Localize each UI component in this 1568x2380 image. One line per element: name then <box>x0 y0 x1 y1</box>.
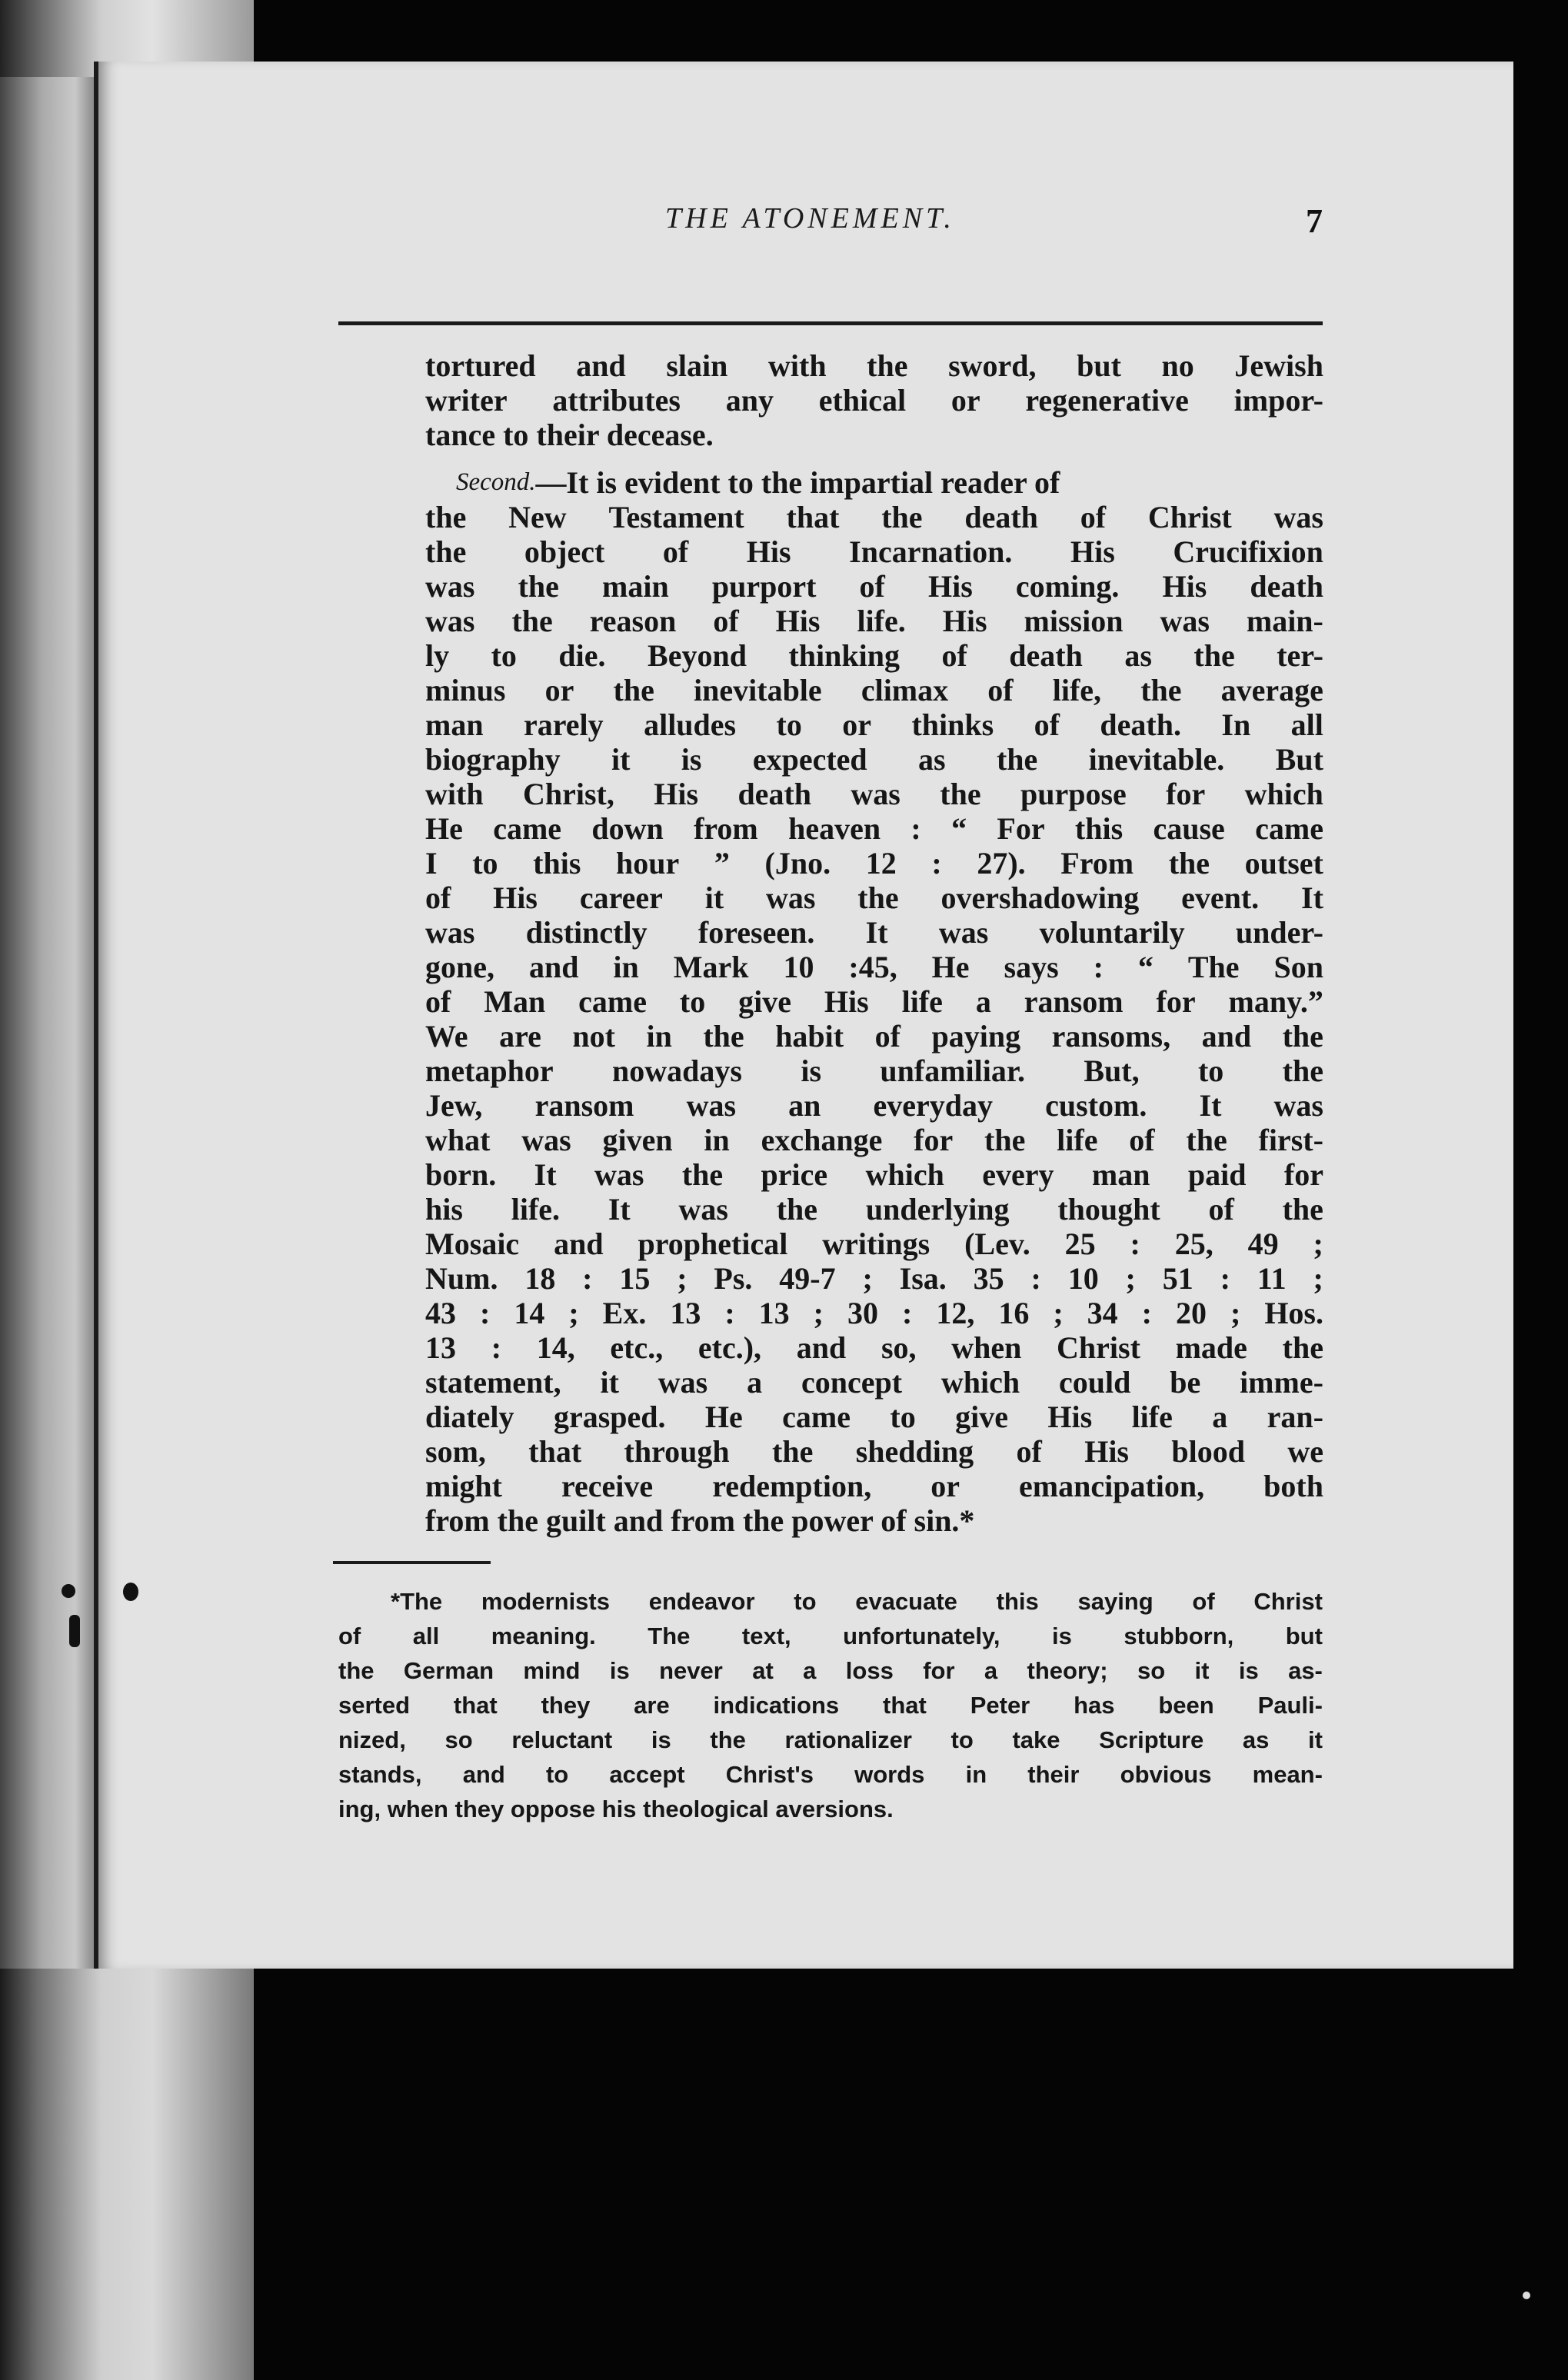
text-line: minus or the inevitable climax of life, the average <box>425 673 1323 707</box>
section-lead: Second. <box>456 468 536 496</box>
text-line: metaphor nowadays is unfamiliar. But, to the <box>425 1054 1323 1088</box>
text-line: of Man came to give His life a ransom for many.” <box>425 984 1323 1019</box>
text-line: tance to their decease. <box>425 418 714 452</box>
text-line: the object of His Incarnation. His Crucifixion <box>425 534 1323 569</box>
text-line: Num. 18 : 15 ; Ps. 49-7 ; Isa. 35 : 10 ; 51 : 11 ; <box>425 1261 1323 1296</box>
film-speck <box>69 1615 80 1647</box>
footnote-line: ing, when they oppose his theological aversions. <box>338 1796 894 1822</box>
adjacent-page-edge <box>0 77 94 1984</box>
text-line: som, that through the shedding of His blood we <box>425 1434 1323 1469</box>
text-line: statement, it was a concept which could be imme- <box>425 1365 1323 1400</box>
text-line: We are not in the habit of paying ransoms, and the <box>425 1019 1323 1054</box>
text-line: born. It was the price which every man paid for <box>425 1157 1323 1192</box>
text-line: tortured and slain with the sword, but no Jewish <box>425 348 1323 383</box>
paragraph <box>425 465 1323 1538</box>
footnote-line: nized, so reluctant is the rationalizer to take Scripture as it <box>338 1726 1323 1753</box>
text-line: Mosaic and prophetical writings (Lev. 25 : 25, 49 ; <box>425 1227 1323 1261</box>
text-line: diately grasped. He came to give His life a ran- <box>425 1400 1323 1434</box>
footnote-line: stands, and to accept Christ's words in their obvious mean- <box>338 1761 1323 1788</box>
text-line-rest: —It is evident to the impartial reader of <box>535 465 1060 500</box>
text-line: 13 : 14, etc., etc.), and so, when Christ made the <box>425 1330 1323 1365</box>
film-speck <box>1523 2292 1530 2299</box>
footnote-line: of all meaning. The text, unfortunately, is stubborn, but <box>338 1623 1323 1649</box>
text-line: what was given in exchange for the life of the first- <box>425 1123 1323 1157</box>
paragraph <box>425 348 1323 452</box>
header-rule <box>338 321 1323 325</box>
film-speck <box>62 1584 75 1598</box>
text-line <box>425 465 1323 500</box>
footnote-line: *The modernists endeavor to evacuate this saying of Christ <box>391 1588 1323 1615</box>
text-line: 43 : 14 ; Ex. 13 : 13 ; 30 : 12, 16 ; 34 : 20 ; Hos. <box>425 1296 1323 1330</box>
text-line: He came down from heaven : “ For this cause came <box>425 811 1323 846</box>
text-line: ly to die. Beyond thinking of death as the ter- <box>425 638 1323 673</box>
text-line: Jew, ransom was an everyday custom. It was <box>425 1088 1323 1123</box>
footnote <box>338 1584 1323 1826</box>
text-line: writer attributes any ethical or regenerative impor- <box>425 383 1323 418</box>
text-line: man rarely alludes to or thinks of death. In all <box>425 707 1323 742</box>
text-line: was distinctly foreseen. It was voluntarily under- <box>425 915 1323 950</box>
text-line: was the main purport of His coming. His death <box>425 569 1323 604</box>
text-line: biography it is expected as the inevitable. But <box>425 742 1323 777</box>
text-line: was the reason of His life. His mission was main- <box>425 604 1323 638</box>
page-header <box>338 201 1323 248</box>
text-line: the New Testament that the death of Christ was <box>425 500 1323 534</box>
text-line: his life. It was the underlying thought of the <box>425 1192 1323 1227</box>
running-title: THE ATONEMENT. <box>665 202 955 235</box>
text-line: I to this hour ” (Jno. 12 : 27). From the outset <box>425 846 1323 880</box>
text-line: from the guilt and from the power of sin.* <box>425 1503 975 1538</box>
adjacent-page-edge-bottom <box>0 1969 254 2380</box>
footnote-rule <box>333 1561 491 1564</box>
film-speck <box>123 1583 138 1601</box>
text-line: of His career it was the overshadowing event. It <box>425 880 1323 915</box>
text-line: with Christ, His death was the purpose for which <box>425 777 1323 811</box>
body-text <box>425 348 1323 1538</box>
text-line: gone, and in Mark 10 :45, He says : “ The Son <box>425 950 1323 984</box>
footnote-line: serted that they are indications that Peter has been Pauli- <box>338 1692 1323 1719</box>
footnote-line: the German mind is never at a loss for a theory; so it is as- <box>338 1657 1323 1684</box>
page-number: 7 <box>1306 202 1323 240</box>
text-line: might receive redemption, or emancipation, both <box>425 1469 1323 1503</box>
